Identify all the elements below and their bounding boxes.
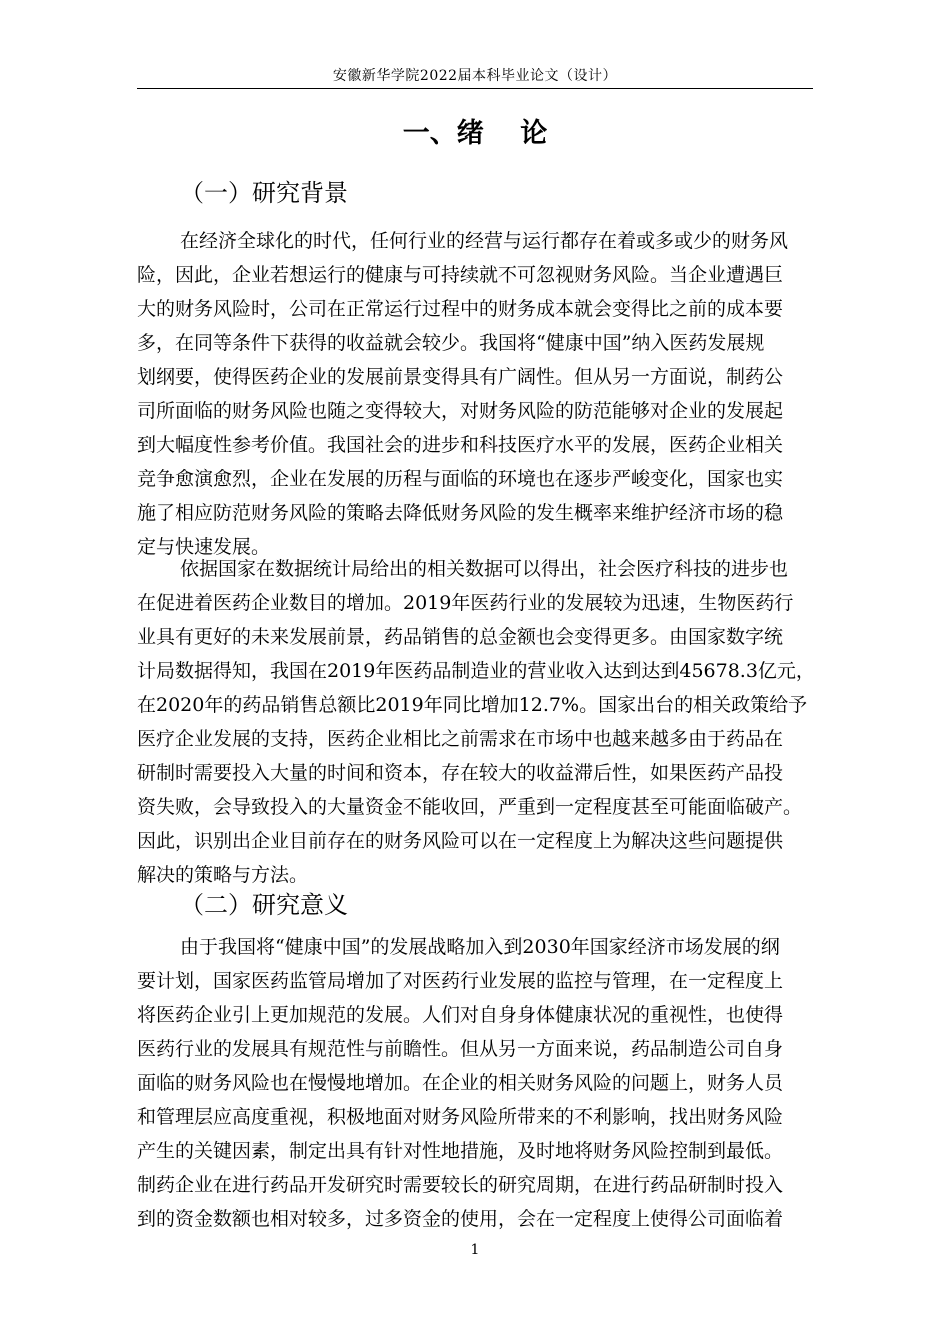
text-line: 研制时需要投入大量的时间和资本，存在较大的收益滞后性，如果医药产品投 (137, 762, 784, 784)
text-line: 在2020年的药品销售总额比2019年同比增加12.7%。国家出台的相关政策给予 (137, 694, 808, 716)
header-rule (137, 88, 813, 89)
page-number: 1 (470, 1242, 480, 1258)
text-line: 制药企业在进行药品开发研究时需要较长的研究周期，在进行药品研制时投入 (137, 1174, 784, 1196)
text-line: 竞争愈演愈烈，企业在发展的历程与面临的环境也在逐步严峻变化，国家也实 (137, 468, 784, 490)
chapter-title: 一、绪 论 (402, 118, 548, 149)
text-line: 到大幅度性参考价值。我国社会的进步和科技医疗水平的发展，医药企业相关 (137, 434, 784, 456)
text-line: 医疗企业发展的支持，医药企业相比之前需求在市场中也越来越多由于药品在 (137, 728, 784, 750)
text-line: 要计划，国家医药监管局增加了对医药行业发展的监控与管理，在一定程度上 (137, 970, 784, 992)
paragraph (137, 930, 813, 1236)
text-line: 将医药企业引上更加规范的发展。人们对自身身体健康状况的重视性，也使得 (137, 1004, 784, 1026)
text-line: 由于我国将“健康中国”的发展战略加入到2030年国家经济市场发展的纲 (180, 936, 780, 958)
text-line: 定与快速发展。 (137, 536, 271, 558)
text-line: 因此，识别出企业目前存在的财务风险可以在一定程度上为解决这些问题提供 (137, 830, 784, 852)
text-line: 产生的关键因素，制定出具有针对性地措施，及时地将财务风险控制到最低。 (137, 1140, 784, 1162)
section-heading-background: （一）研究背景 (180, 179, 348, 207)
text-line: 险，因此，企业若想运行的健康与可持续就不可忽视财务风险。当企业遭遇巨 (137, 264, 784, 286)
paragraph (137, 552, 813, 892)
text-line: 划纲要，使得医药企业的发展前景变得具有广阔性。但从另一方面说，制药公 (137, 366, 784, 388)
text-line: 在经济全球化的时代，任何行业的经营与运行都存在着或多或少的财务风 (180, 230, 789, 252)
text-line: 计局数据得知，我国在2019年医药品制造业的营业收入达到达到45678.3亿元， (137, 660, 815, 682)
text-line: 司所面临的财务风险也随之变得较大，对财务风险的防范能够对企业的发展起 (137, 400, 784, 422)
text-line: 依据国家在数据统计局给出的相关数据可以得出，社会医疗科技的进步也 (180, 558, 789, 580)
text-line: 在促进着医药企业数目的增加。2019年医药行业的发展较为迅速，生物医药行 (137, 592, 794, 614)
section-heading-significance: （二）研究意义 (180, 891, 348, 919)
text-line: 资失败，会导致投入的大量资金不能收回，严重到一定程度甚至可能面临破产。 (137, 796, 803, 818)
text-line: 解决的策略与方法。 (137, 864, 309, 886)
text-line: 到的资金数额也相对较多，过多资金的使用，会在一定程度上使得公司面临着 (137, 1208, 784, 1230)
text-line: 和管理层应高度重视，积极地面对财务风险所带来的不利影响，找出财务风险 (137, 1106, 784, 1128)
text-line: 面临的财务风险也在慢慢地增加。在企业的相关财务风险的问题上，财务人员 (137, 1072, 784, 1094)
text-line: 多，在同等条件下获得的收益就会较少。我国将“健康中国”纳入医药发展规 (137, 332, 765, 354)
text-line: 医药行业的发展具有规范性与前瞻性。但从另一方面来说，药品制造公司自身 (137, 1038, 784, 1060)
running-header: 安徽新华学院2022届本科毕业论文（设计） (332, 68, 618, 84)
text-line: 大的财务风险时，公司在正常运行过程中的财务成本就会变得比之前的成本要 (137, 298, 784, 320)
text-line: 施了相应防范财务风险的策略去降低财务风险的发生概率来维护经济市场的稳 (137, 502, 784, 524)
text-line: 业具有更好的未来发展前景，药品销售的总金额也会变得更多。由国家数字统 (137, 626, 784, 648)
paragraph (137, 224, 813, 564)
